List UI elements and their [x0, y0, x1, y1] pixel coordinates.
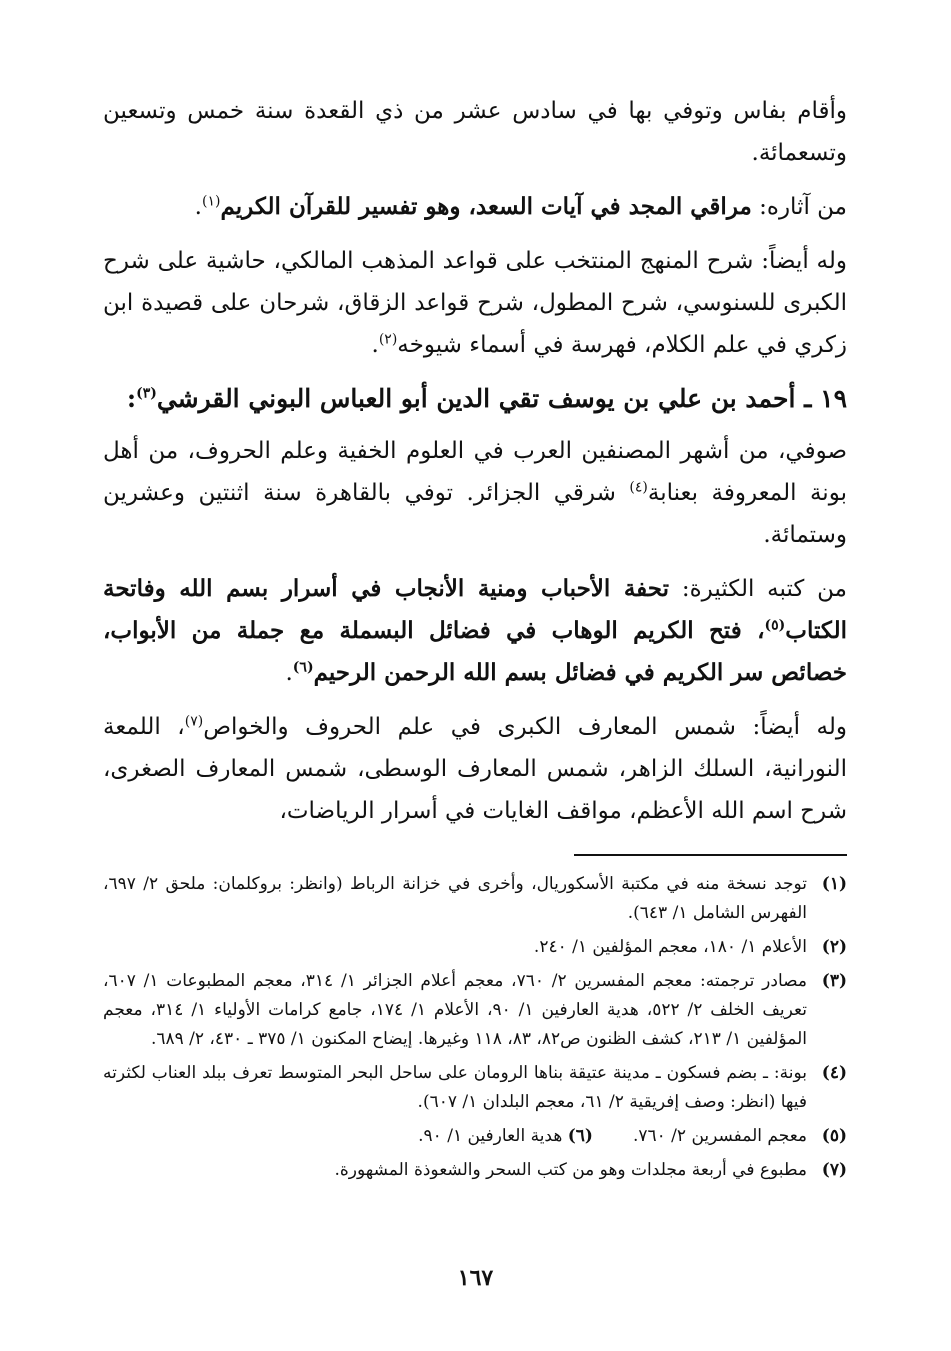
footnote-ref-6[interactable]: (٦) — [292, 659, 314, 676]
paragraph-also-2 — [103, 706, 847, 832]
also2-text-a: وله أيضاً: شمس المعارف الكبرى في علم الحروف والخواص — [203, 714, 847, 740]
footnote-ref-1[interactable]: (١) — [201, 193, 221, 210]
works-lead: من آثاره: — [751, 194, 847, 220]
footnote-3 — [103, 967, 847, 1054]
footnote-ref-7[interactable]: (٧) — [184, 713, 204, 730]
bio-text-b: شرقي الجزائر. توفي بالقاهرة سنة اثنتين وعشرين وستمائة. — [103, 480, 847, 548]
entry-title: ١٩ ـ أحمد بن علي بن يوسف تقي الدين أبو العباس البوني القرشي — [156, 384, 847, 413]
main-text — [103, 90, 847, 844]
footnote-number: (٢) — [821, 937, 847, 957]
footnote-text: مطبوع في أربعة مجلدات وهو من كتب السحر والشعوذة المشهورة. — [334, 1160, 807, 1180]
footnote-1 — [103, 870, 847, 928]
footnote-6-text: هدية العارفين ١/ ٩٠. — [418, 1126, 563, 1146]
also-text: وله أيضاً: شرح المنهج المنتخب على قواعد المذهب المالكي، حاشية على شرح الكبرى للسنوسي، شرح المطول، شرح قواعد الزقاق، شرحان على قصيدة ابن زكري في علم الكلام، فهرسة في أسماء شيوخه — [103, 248, 847, 358]
footnote-text: توجد نسخة منه في مكتبة الأسكوريال، وأخرى في خزانة الرباط (وانظر: بروكلمان: ملحق ٢/ ٦٩٧، الفهرس الشامل ١/ ٦٤٣). — [103, 874, 807, 923]
footnote-number: (٤) — [821, 1063, 847, 1083]
paragraph-1 — [103, 90, 847, 174]
also2-text-b: ، اللمعة النورانية، السلك الزاهر، شمس المعارف الوسطى، شمس المعارف الصغرى، شرح اسم الله الأعظم، مواقف الغايات في أسرار الرياضات، — [103, 714, 847, 824]
footnote-text: مصادر ترجمته: معجم المفسرين ٢/ ٧٦٠، معجم أعلام الجزائر ١/ ٣١٤، معجم المطبوعات ١/ ٦٠٧، تعريف الخلف ٢/ ٥٢٢، هدية العارفين ١/ ٩٠، الأعلام ١/ ١٧٤، جامع كرامات الأولياء ١/ ٣١٤، معجم المؤلفين ١/ ٢١٣، كشف الظنون ص٨٢، ٨٣، ١١٨ وغيرها. إيضاح المكنون ١/ ٣٧٥ ـ ٤٣٠، ٢/ ٦٨٩. — [103, 971, 807, 1049]
works-end: . — [194, 194, 202, 220]
footnote-number: (٣) — [821, 971, 847, 991]
footnote-text: الأعلام ١/ ١٨٠، معجم المؤلفين ١/ ٢٤٠. — [533, 937, 807, 957]
entry-end: : — [126, 384, 137, 413]
footnote-5-text: معجم المفسرين ٢/ ٧٦٠. — [632, 1126, 807, 1146]
footnote-ref-4[interactable]: (٤) — [629, 479, 648, 496]
works-title: مراقي المجد في آيات السعد، وهو تفسير للقرآن الكريم — [220, 193, 752, 220]
footnote-6-number: (٦) — [567, 1126, 593, 1146]
footnotes — [103, 870, 847, 1190]
footnote-number: (٥) — [821, 1126, 847, 1146]
books-title-2: ، فتح الكريم الوهاب في فضائل البسملة مع جملة من الأبواب، خصائص سر الكريم في فضائل بسم الله الرحمن الرحيم — [103, 617, 847, 686]
bio-text-a: صوفي، من أشهر المصنفين العرب في العلوم الخفية وعلم الحروف، من أهل بونة المعروفة بعنابة — [103, 438, 847, 506]
footnote-2 — [103, 933, 847, 962]
footnote-ref-3[interactable]: (٣) — [136, 385, 157, 402]
footnote-5-6 — [103, 1122, 847, 1151]
footnote-separator — [574, 854, 847, 856]
paragraph-also — [103, 240, 847, 366]
books-lead: من كتبه الكثيرة: — [669, 576, 847, 602]
footnote-number: (٧) — [821, 1160, 847, 1180]
paragraph-bio — [103, 430, 847, 556]
footnote-text — [103, 1122, 807, 1151]
footnote-4 — [103, 1059, 847, 1117]
entry-heading — [103, 378, 847, 420]
paragraph-books — [103, 568, 847, 694]
footnote-text: بونة: ـ بضم فسكون ـ مدينة عتيقة بناها الرومان على ساحل البحر المتوسط تعرف ببلد العناب لكثرته فيها (انظر: وصف إفريقية ٢/ ٦١، معجم البلدان ١/ ٦٠٧). — [103, 1063, 807, 1112]
footnote-number: (١) — [821, 874, 847, 894]
paragraph-1-text: وأقام بفاس وتوفي بها في سادس عشر من ذي القعدة سنة خمس وتسعين وتسعمائة. — [103, 98, 847, 166]
books-end: . — [285, 660, 293, 686]
books-title-1: تحفة الأحباب ومنية الأنجاب في أسرار بسم الله وفاتحة الكتاب — [103, 575, 847, 644]
also-end: . — [371, 332, 379, 358]
page-number: ١٦٧ — [457, 1265, 494, 1291]
paragraph-works — [103, 186, 847, 228]
footnote-ref-5[interactable]: (٥) — [764, 617, 786, 634]
footnote-7 — [103, 1156, 847, 1185]
footnote-ref-2[interactable]: (٢) — [378, 331, 398, 348]
